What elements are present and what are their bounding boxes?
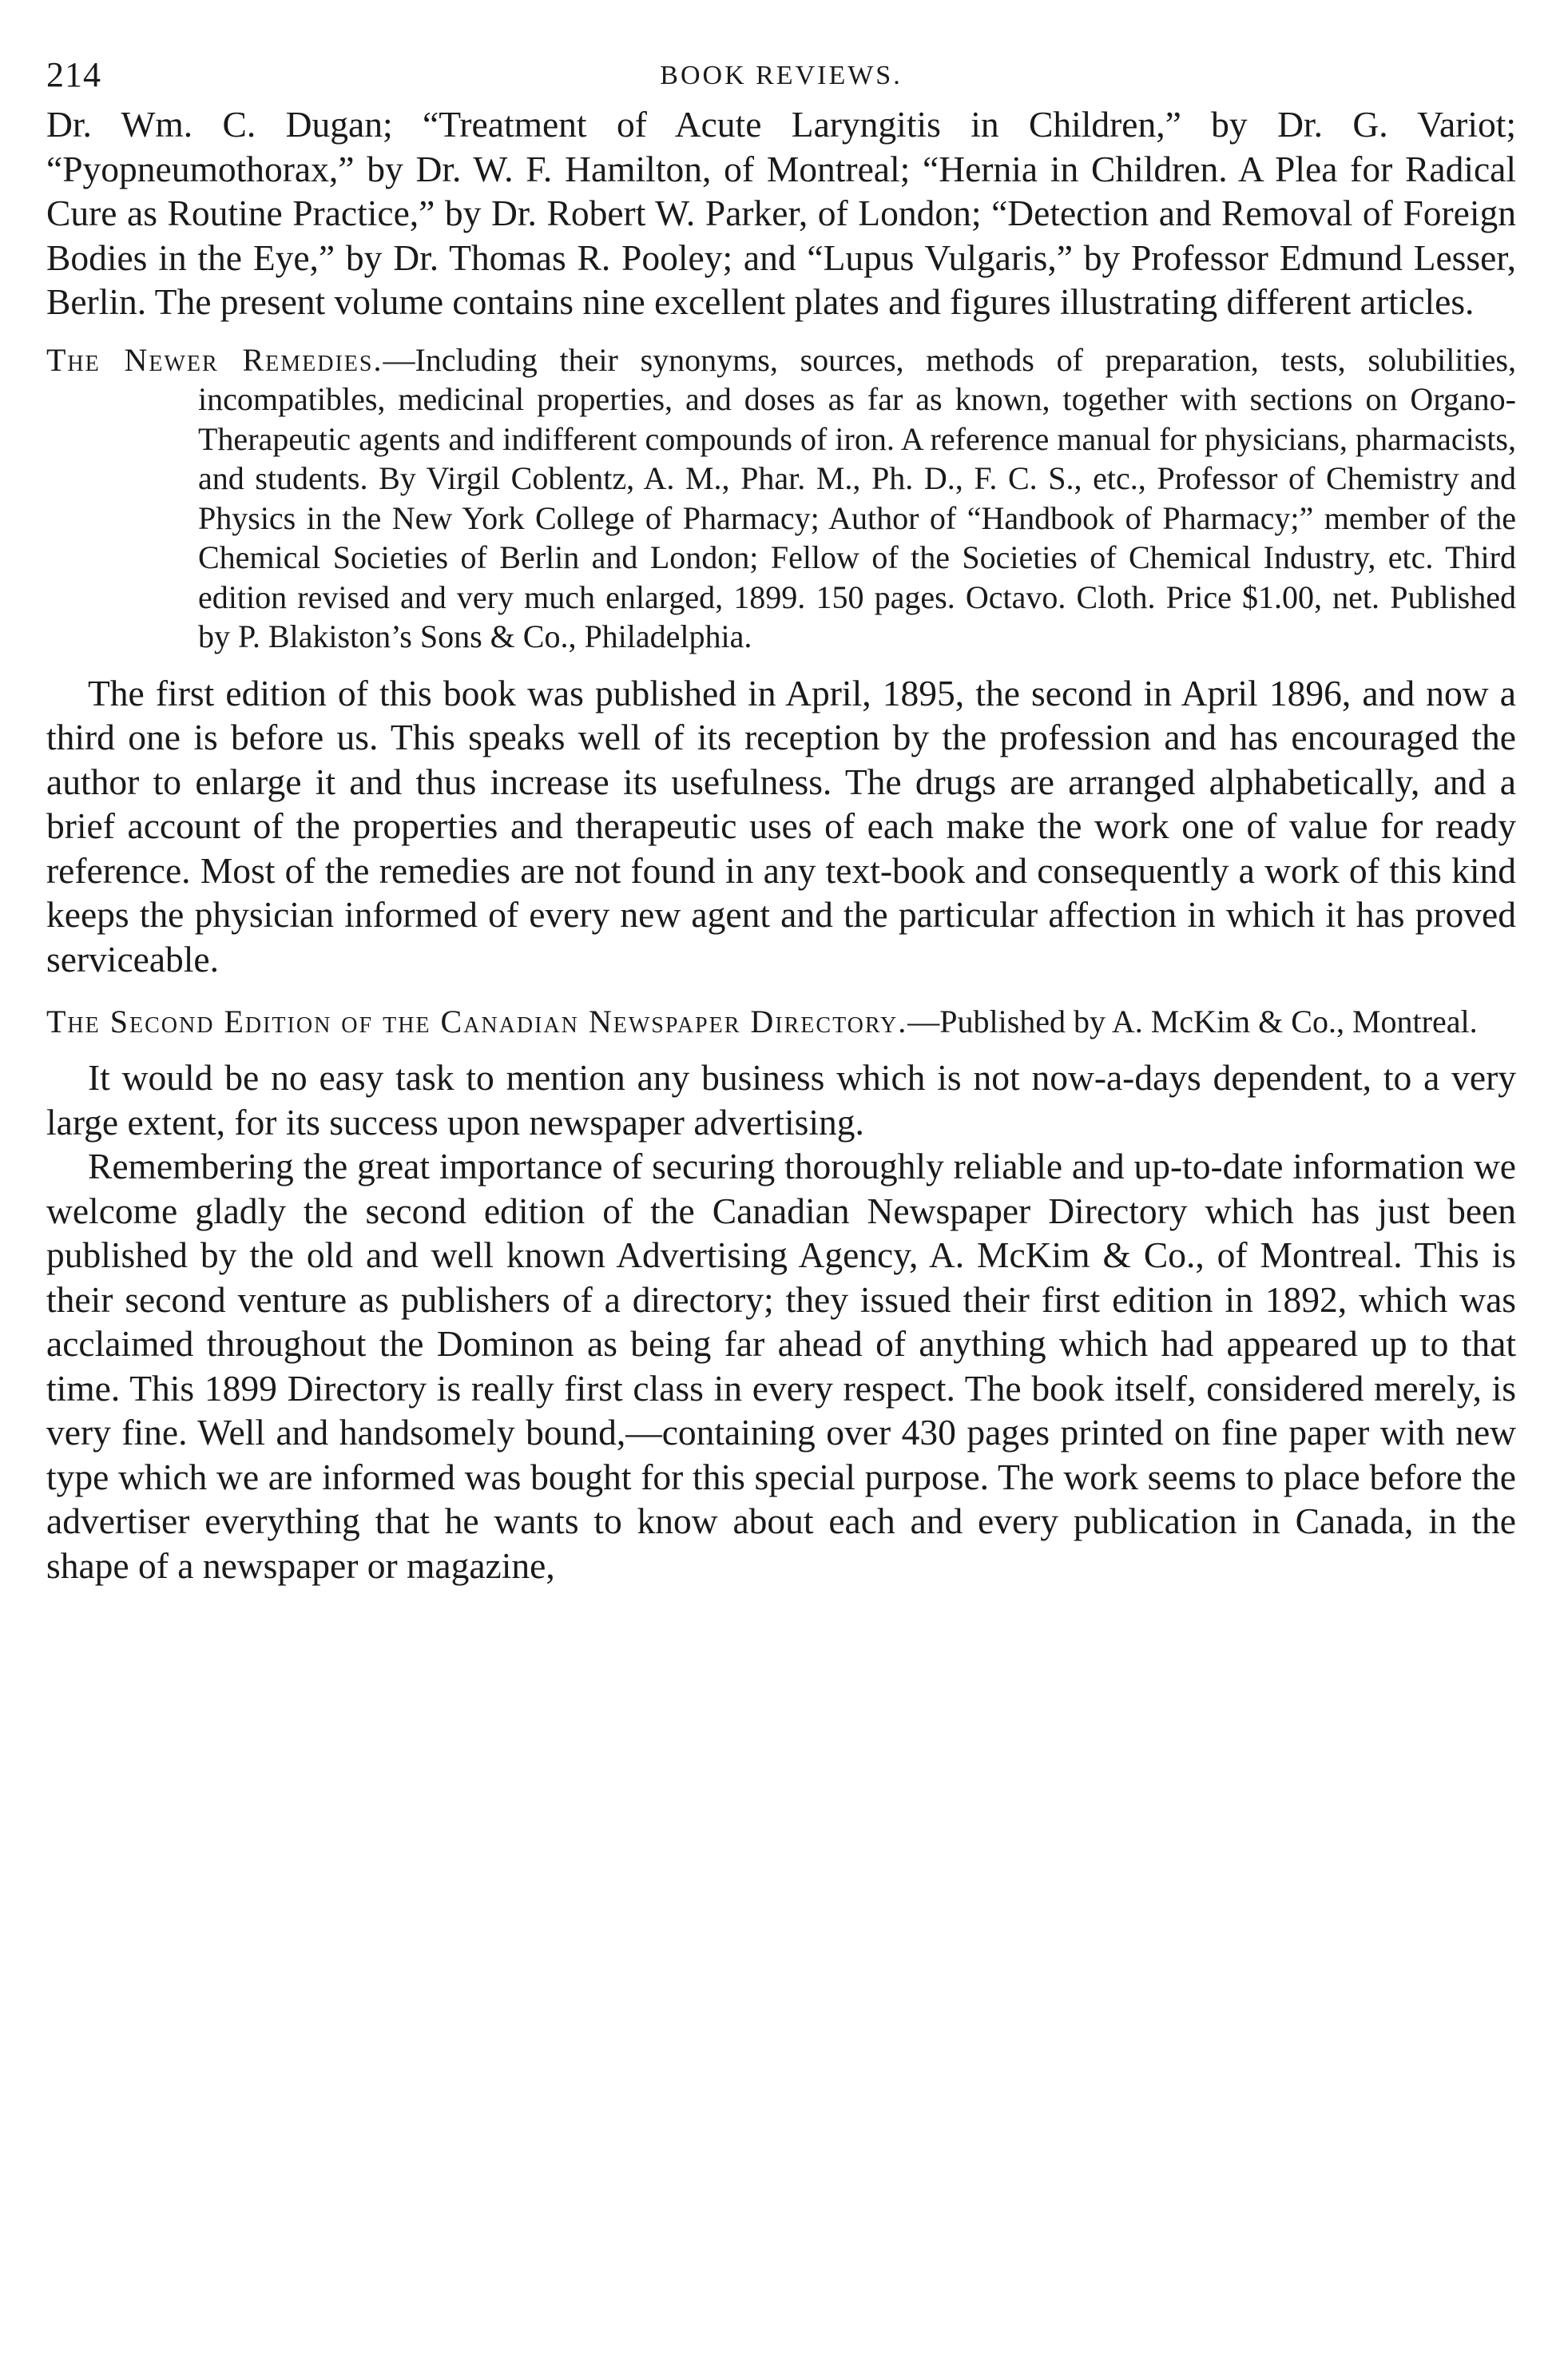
- running-head: [46, 46, 1516, 102]
- header-title: BOOK REVIEWS.: [660, 61, 903, 90]
- review-title: The Second Edition of the Canadian Newspaper Directory.: [46, 1004, 908, 1039]
- review-details: —Including their synonyms, sources, methods of preparation, tests, solubilities, incompatibles, medicinal properties, and doses as far as known, together with sections on Organo-Therapeutic agents and indifferent compounds of iron. A reference manual for physicians, pharmacists, and students. By Virgil Coblentz, A. M., Phar. M., Ph. D., F. C. S., etc., Professor of Chemistry and Physics in the New York College of Pharmacy; Author of “Handbook of Pharmacy;” member of the Chemical Societies of Berlin and London; Fellow of the Societies of Chemical Industry, etc. Third edition revised and very much enlarged, 1899. 150 pages. Octavo. Cloth. Price $1.00, net. Published by P. Blakiston’s Sons & Co., Philadelphia.: [198, 341, 1516, 654]
- review-entry-newer-remedies: [46, 340, 1516, 657]
- page-number: 214: [46, 55, 101, 94]
- review-body-paragraph: The first edition of this book was published in April, 1895, the second in April 1896, and now a third one is before us. This speaks well of its reception by the profession and has encouraged the author to enlarge it and thus increase its usefulness. The drugs are arranged alphabetically, and a brief account of the properties and therapeutic uses of each make the work one of value for ready reference. Most of the remedies are not found in any text-book and consequently a work of this kind keeps the physician informed of every new agent and the particular affection in which it has proved serviceable.: [46, 672, 1516, 980]
- review-details: —Published by A. McKim & Co., Montreal.: [907, 1004, 1478, 1039]
- review-entry-newspaper-directory: [46, 1002, 1516, 1041]
- continued-contents-paragraph: Dr. Wm. C. Dugan; “Treatment of Acute Laryngitis in Children,” by Dr. G. Variot; “Pyopneumothorax,” by Dr. W. F. Hamilton, of Montreal; “Hernia in Children. A Plea for Radical Cure as Routine Practice,” by Dr. Robert W. Parker, of London; “Detection and Removal of Foreign Bodies in the Eye,” by Dr. Thomas R. Pooley; and “Lupus Vulgaris,” by Professor Edmund Lesser, Berlin. The present volume contains nine excellent plates and figures illustrating different articles.: [46, 104, 1516, 322]
- review-body-paragraph: It would be no easy task to mention any business which is not now-a-days dependent, to a very large extent, for its success upon newspaper advertising.: [46, 1057, 1516, 1143]
- review-title: The Newer Remedies.: [46, 341, 383, 378]
- book-page: [46, 46, 1516, 1588]
- review-body-paragraph: Remembering the great importance of securing thoroughly reliable and up-to-date information we welcome gladly the second edition of the Canadian Newspaper Directory which has just been published by the old and well known Advertising Agency, A. McKim & Co., of Montreal. This is their second venture as publishers of a directory; they issued their first edition in 1892, which was acclaimed throughout the Dominon as being far ahead of anything which had appeared up to that time. This 1899 Directory is really first class in every respect. The book itself, considered merely, is very fine. Well and handsomely bound,—containing over 430 pages printed on fine paper with new type which we are informed was bought for this special purpose. The work seems to place before the advertiser everything that he wants to know about each and every publication in Canada, in the shape of a newspaper or magazine,: [46, 1146, 1516, 1586]
